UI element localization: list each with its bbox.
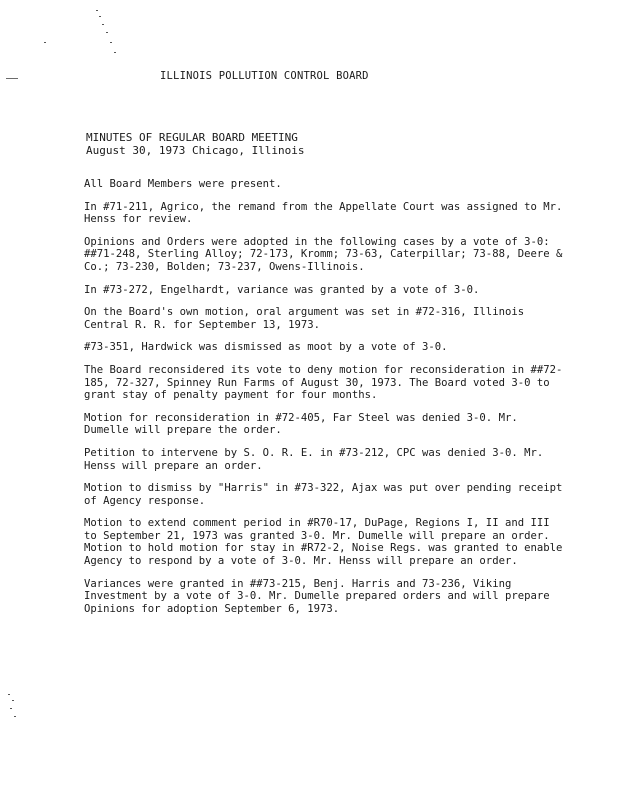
paragraph-ajax: Motion to dismiss by "Harris" in #73-322, Ajax was put over pending receipt of Agency response.	[84, 482, 563, 507]
paragraph-dupage: Motion to extend comment period in #R70-17, DuPage, Regions I, II and III to September 21, 1973 was granted 3-0. Mr. Dumelle will prepare an order.	[84, 517, 550, 542]
scan-speck	[102, 24, 104, 25]
paragraph-spinney-run: The Board reconsidered its vote to deny motion for reconsideration in ##72-185, 72-327, Spinney Run Farms of August 30, 1973. The Board voted 3-0 to grant stay of penalty payment for four months.	[84, 363, 563, 402]
minutes-title: MINUTES OF REGULAR BOARD MEETING	[86, 131, 298, 144]
scan-mark	[6, 78, 18, 79]
meeting-date-line: August 30, 1973 Chicago, Illinois	[86, 144, 305, 157]
scan-speck	[14, 716, 16, 717]
scan-speck	[12, 700, 14, 701]
paragraph-far-steel: Motion for reconsideration in #72-405, Far Steel was denied 3-0. Mr. Dumelle will prepare the order.	[84, 411, 518, 437]
paragraph-agrico: In #71-211, Agrico, the remand from the Appellate Court was assigned to Mr. Henss for review.	[84, 200, 563, 226]
paragraph-opinions-adopted: Opinions and Orders were adopted in the following cases by a vote of 3-0: ##71-248, Sterling Alloy; 72-173, Kromm; 73-63, Caterpillar; 73-88, Deere & Co.; 73-230, Bolden; 73-237, Owens-Illinois.	[84, 235, 563, 273]
minutes-body	[84, 178, 564, 625]
paragraph-engelhardt: In #73-272, Engelhardt, variance was granted by a vote of 3-0.	[84, 283, 480, 296]
board-header: ILLINOIS POLLUTION CONTROL BOARD	[160, 70, 369, 82]
scan-speck	[114, 52, 116, 53]
scan-speck	[110, 42, 112, 43]
paragraph-cpc: Petition to intervene by S. O. R. E. in #73-212, CPC was denied 3-0. Mr. Henss will prepare an order.	[84, 446, 544, 472]
scan-speck	[8, 694, 10, 695]
paragraph-oral-argument: On the Board's own motion, oral argument was set in #72-316, Illinois Central R. R. for September 13, 1973.	[84, 306, 525, 331]
scan-speck	[44, 42, 46, 43]
paragraph-noise-regs: Motion to hold motion for stay in #R72-2, Noise Regs. was granted to enable Agency to respond by a vote of 3-0. Mr. Henss will prepare an order.	[84, 542, 563, 568]
minutes-title-block	[86, 131, 305, 157]
scan-speck	[99, 16, 101, 17]
scan-speck	[106, 32, 108, 33]
paragraph-attendance: All Board Members were present.	[84, 178, 282, 190]
scan-speck	[96, 10, 98, 11]
paragraph-hardwick: #73-351, Hardwick was dismissed as moot by a vote of 3-0.	[84, 341, 448, 354]
scan-speck	[10, 708, 12, 709]
paragraph-variances: Variances were granted in ##73-215, Benj. Harris and 73-236, Viking Investment by a vote of 3-0. Mr. Dumelle prepared orders and will prepare Opinions for adoption September 6, 1973.	[84, 577, 550, 615]
